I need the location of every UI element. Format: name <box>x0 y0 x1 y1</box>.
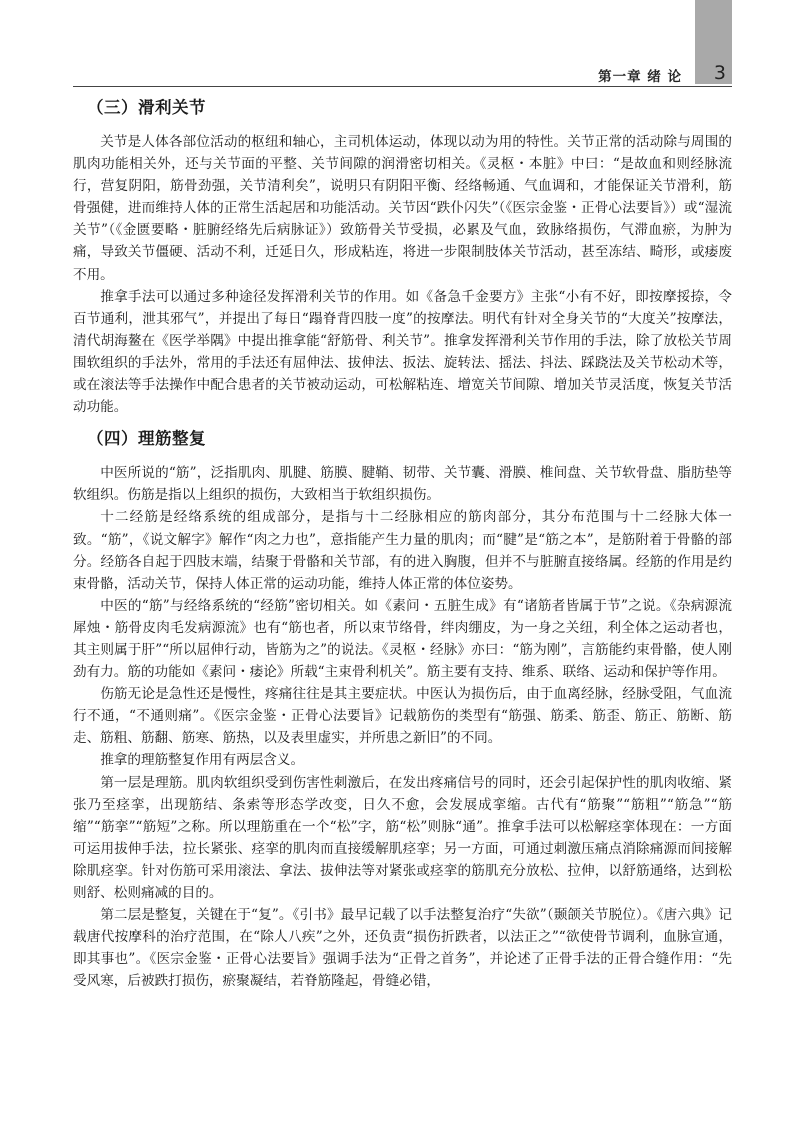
paragraph: 第一层是理筋。肌肉软组织受到伤害性刺激后，在发出疼痛信号的同时，还会引起保护性的肌肉收缩、紧张乃至痉挛，出现筋结、条索等形态学改变，日久不愈，会发展成挛缩。古代有“筋聚”“筋粗”“筋急”“筋缩”“筋挛”“筋短”之称。所以理筋重在一个“松”字，筋“松”则脉“通”。推拿手法可以松解痉挛体现在：一方面可运用拔伸手法，拉长紧张、痉挛的肌肉而直接缓解肌痉挛；另一方面，可通过刺激压痛点消除痛源而间接解除肌痉挛。针对伤筋可采用滚法、拿法、拔伸法等对紧张或痉挛的筋肌充分放松、拉伸，以舒筋通络，达到松则舒、松则痛减的目的。 <box>73 774 732 901</box>
paragraph: 推拿手法可以通过多种途径发挥滑利关节的作用。如《备急千金要方》主张“小有不好，即按摩挼捺，令百节通利，泄其邪气”，并提出了每日“蹋脊背四肢一度”的按摩法。明代有针对全身关节的“大度关”按摩法，清代胡海鳌在《医学举隅》中提出推拿能“舒筋骨、利关节”。推拿发挥滑利关节作用的手法，除了放松关节周围软组织的手法外，常用的手法还有屈伸法、拔伸法、扳法、旋转法、摇法、抖法、踩跷法及关节松动术等，或在滚法等手法操作中配合患者的关节被动运动，可松解粘连、增宽关节间隙、增加关节灵活度，恢复关节活动功能。 <box>73 288 732 416</box>
section-heading: （四）理筋整复 <box>87 429 206 449</box>
page-number: 3 <box>713 62 726 84</box>
paragraph: 伤筋无论是急性还是慢性，疼痛往往是其主要症状。中医认为损伤后，由于血离经脉，经脉受阻，气血流行不通，“不通则痛”。《医宗金鉴・正骨心法要旨》记载筋伤的类型有“筋强、筋柔、筋歪、筋正、筋断、筋走、筋粗、筋翻、筋寒、筋热，以及表里虚实，并所患之新旧”的不同。 <box>73 686 732 747</box>
main-text <box>73 93 732 992</box>
paragraph: 推拿的理筋整复作用有两层含义。 <box>100 752 305 769</box>
paragraph: 第二层是整复，关键在于“复”。《引书》最早记载了以手法整复治疗“失欲”（颞颌关节脱位）。《唐六典》记载唐代按摩科的治疗范围，在“除人八疾”之外，还负责“损伤折跌者，以法正之”“欲使骨节调利，血脉宣通，即其事也”。《医宗金鉴・正骨心法要旨》强调手法为“正骨之首务”，并论述了正骨手法的正骨合缝作用：“先受风寒，后被跌打损伤，瘀聚凝结，若脊筋隆起，骨缝必错， <box>73 907 732 990</box>
chapter-title: 第一章 绪 论 <box>598 69 682 85</box>
header-rule <box>73 86 732 87</box>
paragraph: 十二经筋是经络系统的组成部分，是指与十二经脉相应的筋肉部分，其分布范围与十二经脉大体一致。“筋”，《说文解字》解作“肉之力也”，意指能产生力量的肌肉；而“腱”是“筋之本”，是筋附着于骨骼的部分。经筋各自起于四肢末端，结聚于骨骼和关节部，有的进入胸腹，但并不与脏腑直接络属。经筋的作用是约束骨骼，活动关节，保持人体正常的运动功能，维持人体正常的体位姿势。 <box>73 509 732 592</box>
section-heading: （三）滑利关节 <box>87 98 206 117</box>
paragraph: 中医所说的“筋”，泛指肌肉、肌腱、筋膜、腱鞘、韧带、关节囊、滑膜、椎间盘、关节软骨盘、脂肪垫等软组织。伤筋是指以上组织的损伤，大致相当于软组织损伤。 <box>73 465 732 504</box>
paragraph: 中医的“筋”与经络系统的“经筋”密切相关。如《素问・五脏生成》有“诸筋者皆属于节”之说。《杂病源流犀烛・筋骨皮肉毛发病源流》也有“筋也者，所以束节络骨，绊肉绷皮，为一身之关纽，利全体之运动者也，其主则属于肝”“所以屈伸行动，皆筋为之”的说法。《灵枢・经脉》亦曰：“筋为刚”，言筋能约束骨骼，使人刚劲有力。筋的功能如《素问・痿论》所载“主束骨利机关”。筋主要有支持、维系、联络、运动和保护等作用。 <box>73 597 732 681</box>
paragraph: 关节是人体各部位活动的枢纽和轴心，主司机体运动，体现以动为用的特性。关节正常的活动除与周围的肌肉功能相关外，还与关节面的平整、关节间隙的润滑密切相关。《灵枢・本脏》中曰：“是故血和则经脉流行，营复阴阳，筋骨劲强，关节清利矣”，说明只有阴阳平衡、经络畅通、气血调和，才能保证关节滑利，筋骨强健，进而维持人体的正常生活起居和功能活动。关节因“跌仆闪失”（《医宗金鉴・正骨心法要旨》）或“湿流关节”（《金匮要略・脏腑经络先后病脉证》）致筋骨关节受损，必累及气血，致脉络损伤，气滞血瘀，为肿为痛，导致关节僵硬、活动不利，迁延日久，形成粘连，将进一步限制肢体关节活动，甚至冻结、畸形，或痿废不用。 <box>73 134 732 283</box>
running-header <box>73 63 732 84</box>
